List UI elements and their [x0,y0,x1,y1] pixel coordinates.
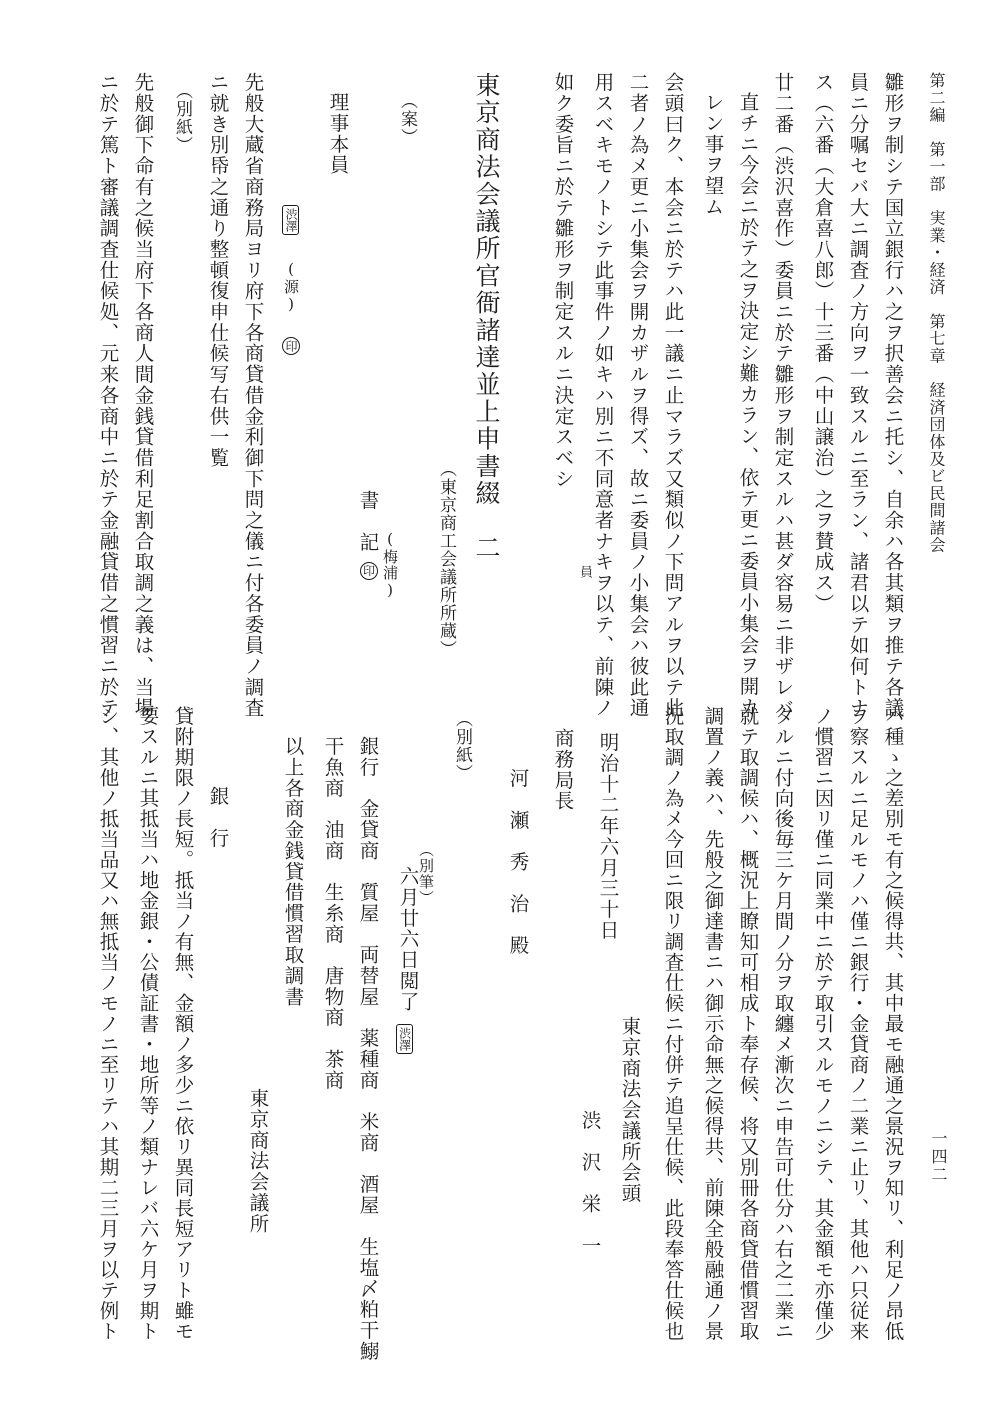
body-line: 況取調ノ為メ今回ニ限リ調査仕候ニ付併テ追呈仕候、此段奉答仕候也 [661,706,685,1342]
recipient-title: 商務局長 [551,728,575,812]
riji-label: 理事本員 [326,92,350,176]
seal-stamp-icon: 渋澤 [282,205,299,235]
body-line: 会頭曰ク、本会ニ於テハ此一議ニ止マラズ又類似ノ下問アルヲ以テ此 [661,72,685,719]
body-line: 就テ取調候ハ、概況上瞭知可相成ト奉存候、将又別冊各商貸借慣習取 [736,706,760,1342]
body-line: 貸附期限ノ長短。抵当ノ有無、金額ノ多少ニ依リ異同長短アリト雖モ [171,706,195,1342]
body-line: 用スベキモノトシテ此事件ノ如キハ別ニ不同意者ナキヲ以テ、前陳ノ [591,72,615,719]
sender-organization: 東京商法会議所会頭 [618,1016,642,1204]
shoki-label: 書 記 [356,490,380,553]
trades-list: 干魚商 油商 生糸商 唐物商 茶商 [321,736,345,1091]
riji-note: (源) [282,260,300,314]
body-line: 廿二番（渋沢喜作）委員ニ於テ雛形ヲ制定スルハ甚ダ容易ニ非ザレバ [771,72,795,719]
body-line: 二者ノ為メ更ニ小集会ヲ開カザルヲ得ズ、故ニ委員ノ小集会ハ彼此通 [626,72,650,719]
body-line: 雛形ヲ制シテ国立銀行ハ之ヲ択善会ニ托シ、自余ハ各其類ヲ推テ各議 [881,72,905,719]
draft-label: （案） [397,92,417,146]
body-line: タルニ付向後毎三ケ月間ノ分ヲ取纏メ漸次ニ申告可仕分ハ右之二業ニ [771,706,795,1342]
running-header: 第二編 第一部 実業・経済 第七章 経済団体及ビ民間諸会 [927,72,946,554]
seal-mark-icon: 印 [360,562,378,580]
body-line: 如ク委旨ニ於テ雛形ヲ制定スルニ決定スベシ [551,72,575,489]
separate-hand-note: （別筆） [417,842,435,906]
section-heading: 銀 行 [206,786,230,849]
shoki-note: (梅浦) [381,530,399,600]
body-line: 員ニ分嘱セバ大ニ調査ノ方向ヲ一致スルニ至ラン、諸君以テ如何トナ [846,72,870,719]
page-number: 一四二 [929,1130,948,1184]
riji-seal [282,205,300,355]
body-line: 調置ノ義ハ、先般之御達書ニハ御示命無之候得共、前陳全般融通ノ景 [701,706,725,1342]
body-line: 先般御下命有之候当府下各商人間金銭貸借利足割合取調之義は、当場 [131,72,155,719]
body-line: ノ慣習ニ因リ僅ニ同業中ニ於テ取引スルモノニシテ、其金額モ亦僅少 [811,706,835,1342]
attachment-label: （別紙） [452,710,472,782]
survey-title: 以上各商金銭貸借慣習取調書 [281,736,305,1008]
review-seal-icon: 渋澤 [396,1024,413,1054]
trades-list: 銀行 金貸商 質屋 両替屋 薬種商 米商 酒屋 生塩〆粕干鰯 [356,736,380,1362]
title-source-note: （東京商工会議所所蔵） [436,460,456,658]
body-line: 要スルニ其抵当ハ地金銀・公債証書・地所等ノ類ナレバ六ケ月ヲ期ト [136,706,160,1342]
seal-mark-icon: 印 [282,337,300,355]
body-line: シ、其他ノ抵当品又ハ無抵当ノモノニ至リテハ其期二三月ヲ以テ例ト [96,706,120,1342]
body-line: ス（六番（大倉喜八郎）十三番（中山譲治）之ヲ賛成ス） [811,72,835,615]
body-line: ハ種ゝ之差別モ有之候得共、其中最モ融通之景況ヲ知リ、利足ノ昂低 [881,706,905,1342]
sender-name: 渋 沢 栄 一 [578,1110,602,1256]
document-title: 東京商法会議所官衙諸達並上申書綴 二 [472,72,501,562]
body-line: ニ就き別帋之通り整頓復申仕候写右供一覧 [206,72,230,469]
letter-date: 明治十二年六月三十日 [596,732,620,941]
body-line: 先般大蔵省商務局ヨリ府下各商貸借金利御下問之儀ニ付各委員ノ調査 [241,72,265,719]
body-line: ニ於テ篤ト審議調査仕候処、元来各商中ニ於テ金融貸借之慣習ニ於テ [96,72,120,719]
body-line: 直チニ今会ニ於テ之ヲ決定シ難カラン、依テ更ニ委員小集会ヲ開カ [736,92,760,718]
body-line: ヲ察スルニ足ルモノハ僅ニ銀行・金貸商ノ二業ニ止リ、其他ハ只従来 [846,706,870,1342]
review-note: 六月廿六日閲了 [396,866,420,1012]
recipient-name: 河 瀬 秀 治 殿 [506,768,530,956]
sender-organization: 東京商法会議所 [246,1088,270,1234]
body-line: レン事ヲ望ム [701,92,725,218]
ruby-annotation: 員 [577,565,592,578]
attachment-label: （別紙） [172,82,192,154]
